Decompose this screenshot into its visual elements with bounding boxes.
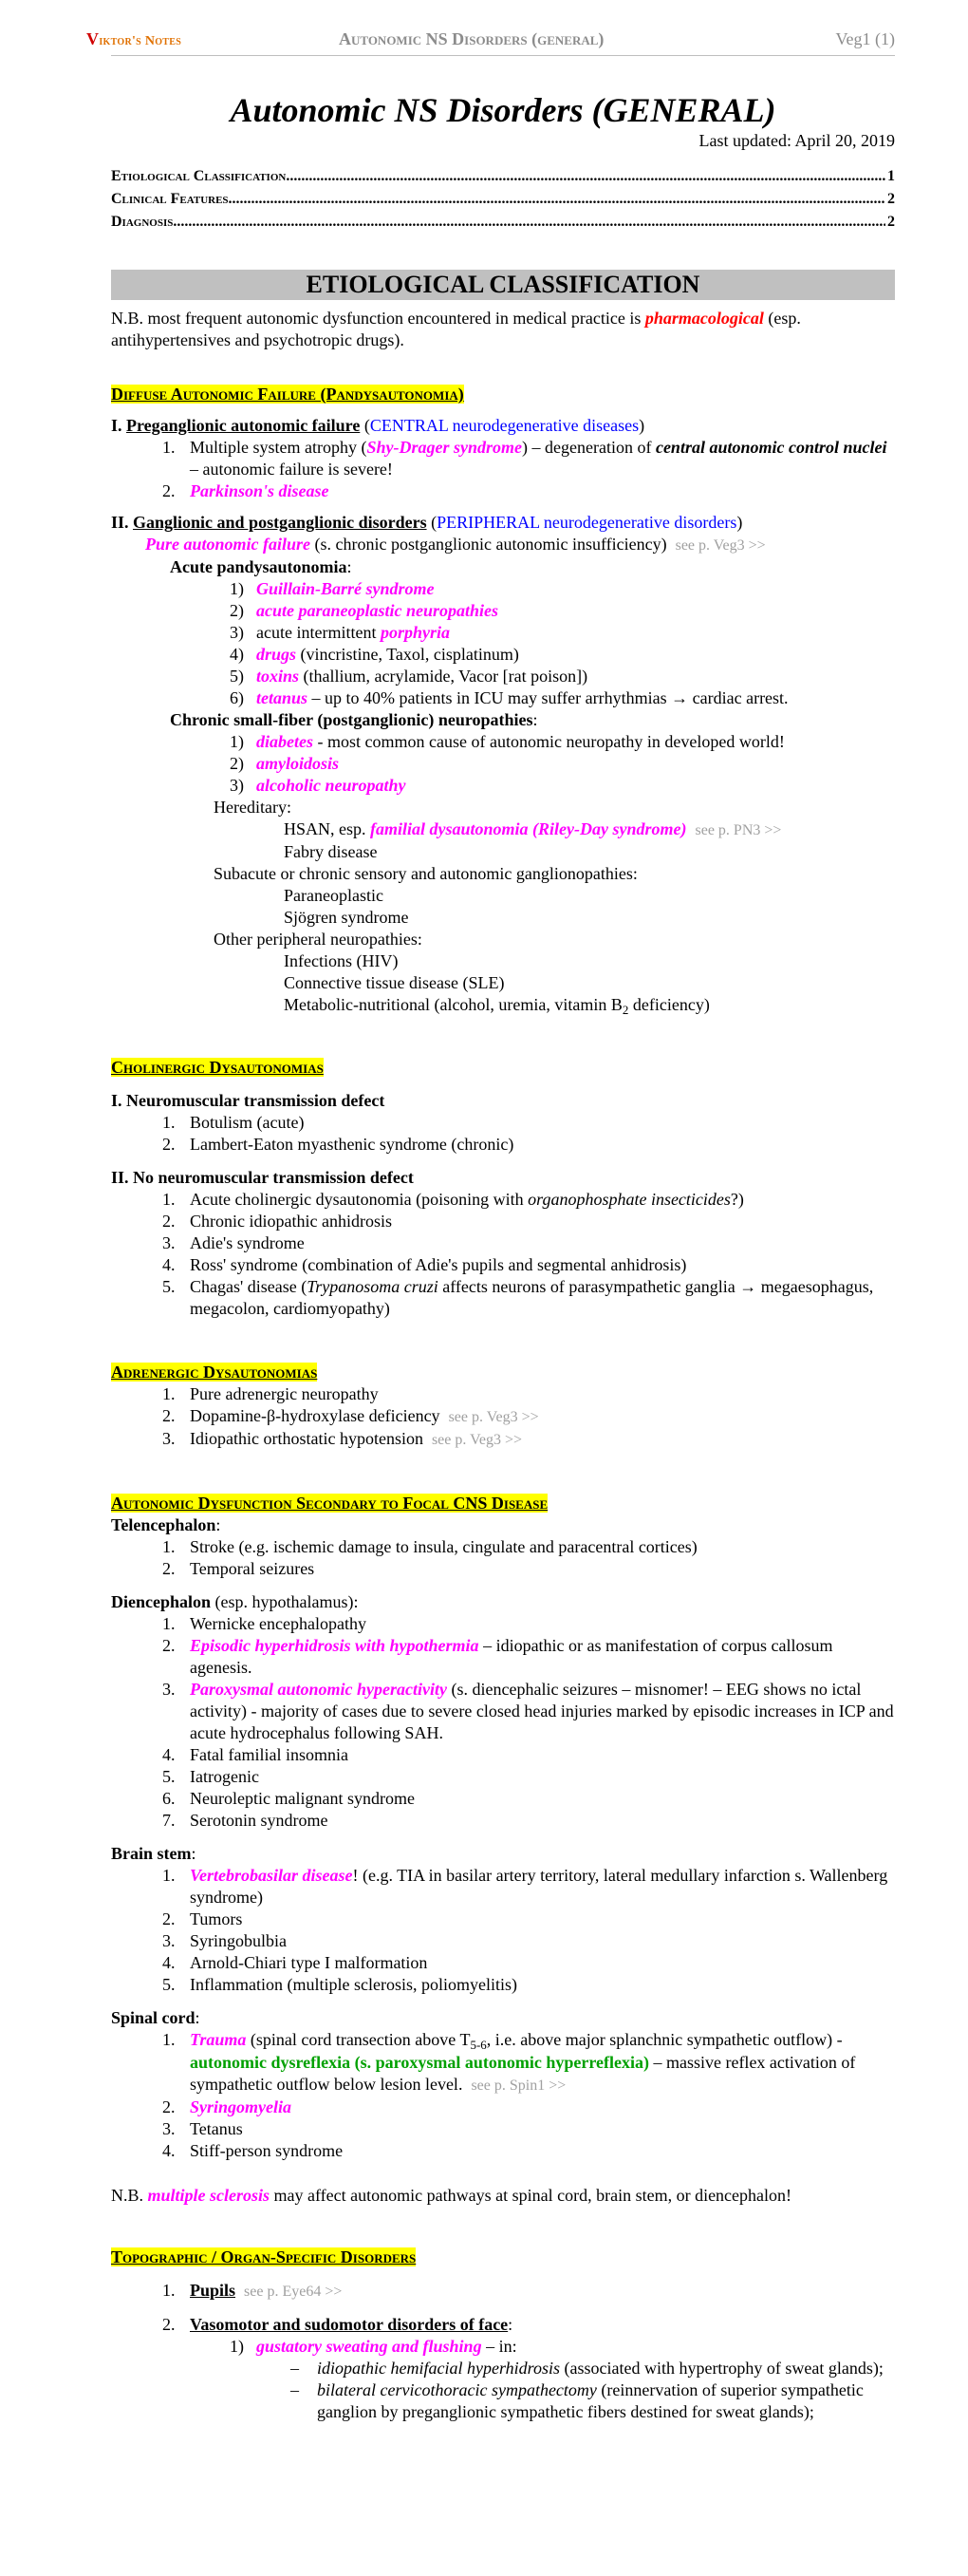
ctd-item: Connective tissue disease (SLE) [284, 973, 505, 992]
paraneoplastic-item: Paraneoplastic [284, 886, 383, 905]
infections-item: Infections (HIV) [284, 951, 399, 970]
list-item: 1. Acute cholinergic dysautonomia (poisoning with organophosphate insecticides?) [162, 1190, 744, 1209]
no-nm-defect-heading: II. No neuromuscular transmission defect [111, 1168, 414, 1187]
list-item: 4. Stiff-person syndrome [162, 2141, 344, 2160]
list-item: 4) drugs (vincristine, Taxol, cisplatinum) [230, 645, 519, 664]
spinal-cord-heading: Spinal cord: [111, 2008, 200, 2027]
sjogren-item: Sjögren syndrome [284, 908, 409, 927]
list-item: 6) tetanus – up to 40% patients in ICU may suffer arrhythmias → cardiac arrest. [230, 688, 789, 707]
acute-heading: Acute pandysautonomia: [170, 557, 352, 576]
chronic-heading: Chronic small-fiber (postganglionic) neuropathies: [170, 710, 538, 729]
subheading-focal-cns: Autonomic Dysfunction Secondary to Focal CNS Disease [111, 1494, 549, 1513]
nb-multiple-sclerosis: N.B. multiple sclerosis may affect autonomic pathways at spinal cord, brain stem, or diencephalon! [111, 2186, 792, 2205]
document-title: Autonomic NS Disorders (GENERAL) [230, 91, 776, 129]
list-item: 1. Multiple system atrophy (Shy-Drager syndrome) – degeneration of central autonomic control nuclei – autonomic failure is severe! [162, 438, 887, 479]
subacute-label: Subacute or chronic sensory and autonomic ganglionopathies: [214, 864, 638, 883]
header-page-number: Veg1 (1) [835, 29, 895, 48]
subheading-topographic: Topographic / Organ-Specific Disorders [111, 2247, 417, 2266]
see-link[interactable]: see p. Veg3 >> [431, 1432, 523, 1448]
postganglionic-heading: II. Ganglionic and postganglionic disorders (PERIPHERAL neurodegenerative disorders) [111, 513, 743, 532]
list-item: 4. Arnold-Chiari type I malformation [162, 1953, 428, 1972]
list-item: 3. Tetanus [162, 2119, 243, 2138]
list-item: 1. Stroke (e.g. ischemic damage to insula, cingulate and paracentral cortices) [162, 1537, 698, 1556]
pure-autonomic-failure: Pure autonomic failure (s. chronic postganglionic autonomic insufficiency) see p. Veg3 >> [145, 535, 766, 554]
toc-entry[interactable]: Etiological Classification ..... 1 [111, 165, 895, 188]
list-item: 1. Vertebrobasilar disease! (e.g. TIA in basilar artery territory, lateral medullary infarction s. Wallenberg syndrome) [162, 1866, 888, 1907]
dash-item: – bilateral cervicothoracic sympathectomy (reinnervation of superior sympathetic ganglion by preganglionic sympathetic fibers destined for sweat glands); [290, 2380, 864, 2421]
subheading-adrenergic: Adrenergic Dysautonomias [111, 1363, 318, 1382]
viktors-notes-logo: Viktor's Notes [86, 29, 182, 48]
list-item: 2. Parkinson's disease [162, 481, 329, 500]
list-item: 6. Neuroleptic malignant syndrome [162, 1789, 415, 1808]
list-item: 3. Paroxysmal autonomic hyperactivity (s. diencephalic seizures – misnomer! – EEG shows no ictal activity) - majority of cases due to severe closed head injuries marked by episodic increases in ICP and acute hydrocephalus following SAH. [162, 1680, 894, 1742]
list-item: 3) alcoholic neuropathy [230, 776, 406, 795]
list-item: 1. Pure adrenergic neuropathy [162, 1384, 379, 1403]
brain-stem-heading: Brain stem: [111, 1844, 196, 1863]
list-item: 3. Adie's syndrome [162, 1233, 305, 1252]
header-title: Autonomic NS Disorders (general) [339, 29, 605, 48]
list-item: 2. Syringomyelia [162, 2097, 291, 2116]
list-item: 4. Ross' syndrome (combination of Adie's pupils and segmental anhidrosis) [162, 1255, 687, 1274]
list-item: 2) acute paraneoplastic neuropathies [230, 601, 499, 620]
list-item: 2) amyloidosis [230, 754, 340, 773]
diencephalon-heading: Diencephalon (esp. hypothalamus): [111, 1592, 359, 1611]
see-link[interactable]: see p. Spin1 >> [471, 2078, 567, 2094]
list-item: 3. Syringobulbia [162, 1931, 287, 1950]
list-item: 1) Guillain-Barré syndrome [230, 579, 435, 598]
other-neuropathies-label: Other peripheral neuropathies: [214, 930, 422, 949]
list-item: 2. Temporal seizures [162, 1559, 315, 1578]
fabry-item: Fabry disease [284, 842, 378, 861]
list-item: 5) toxins (thallium, acrylamide, Vacor [rat poison]) [230, 667, 588, 686]
hereditary-label: Hereditary: [214, 798, 291, 817]
dash-item: – idiopathic hemifacial hyperhidrosis (associated with hypertrophy of sweat glands); [290, 2359, 884, 2378]
telencephalon-heading: Telencephalon: [111, 1515, 221, 1534]
list-item: 7. Serotonin syndrome [162, 1811, 328, 1830]
list-item: 1. Wernicke encephalopathy [162, 1614, 366, 1633]
list-item: 5. Chagas' disease (Trypanosoma cruzi affects neurons of parasympathetic ganglia → megaesophagus, megacolon, cardiomyopathy) [162, 1277, 874, 1318]
list-item: 5. Iatrogenic [162, 1767, 259, 1786]
preganglionic-heading: I. Preganglionic autonomic failure (CENTRAL neurodegenerative diseases) [111, 416, 645, 435]
list-item: 2. Episodic hyperhidrosis with hypothermia – idiopathic or as manifestation of corpus callosum agenesis. [162, 1636, 833, 1677]
toc-entry[interactable]: Clinical Features ..... 2 [111, 188, 895, 211]
list-item: 5. Inflammation (multiple sclerosis, poliomyelitis) [162, 1975, 517, 1994]
see-link[interactable]: see p. PN3 >> [695, 822, 782, 838]
see-link[interactable]: see p. Veg3 >> [675, 537, 766, 554]
see-link[interactable]: see p. Veg3 >> [448, 1409, 539, 1425]
document-page [86, 0, 895, 2423]
subheading-diffuse: Diffuse Autonomic Failure (Pandysautonomia) [111, 385, 464, 404]
list-item: 1. Trauma (spinal cord transection above $T_{5-6}$, i.e. above major splanchnic sympathetic outflow) - autonomic dysreflexia (s. paroxysmal autonomic hyperreflexia) – massive reflex activation of sympathetic outflow below lesion level. see p. Spin1 >> [162, 2030, 856, 2094]
list-item: 2. Tumors [162, 1909, 243, 1928]
last-updated: Last updated: April 20, 2019 [698, 131, 895, 150]
list-item: 2. Vasomotor and sudomotor disorders of face: [162, 2315, 513, 2334]
nb-pharmacological: N.B. most frequent autonomic dysfunction encountered in medical practice is pharmacological (esp. antihypertensives and psychotropic drugs). [111, 309, 801, 349]
hsan-item: HSAN, esp. familial dysautonomia (Riley-Day syndrome) see p. PN3 >> [284, 819, 782, 838]
nm-defect-heading: I. Neuromuscular transmission defect [111, 1091, 385, 1110]
see-link[interactable]: see p. Eye64 >> [244, 2284, 343, 2300]
list-item: 1. Botulism (acute) [162, 1113, 305, 1132]
list-item: 4. Fatal familial insomnia [162, 1745, 348, 1764]
list-item: 1) gustatory sweating and flushing – in: [230, 2337, 517, 2356]
running-header [86, 0, 895, 56]
table-of-contents [111, 165, 895, 234]
list-item: 3. Idiopathic orthostatic hypotension see p. Veg3 >> [162, 1429, 523, 1448]
metabolic-item: Metabolic-nutritional (alcohol, uremia, vitamin $B_2$ deficiency) [284, 995, 710, 1017]
list-item: 2. Dopamine-β-hydroxylase deficiency see p. Veg3 >> [162, 1406, 539, 1425]
list-item: 2. Lambert-Eaton myasthenic syndrome (chronic) [162, 1135, 514, 1154]
subheading-cholinergic: Cholinergic Dysautonomias [111, 1058, 324, 1077]
list-item: 2. Chronic idiopathic anhidrosis [162, 1212, 392, 1231]
list-item: 1) diabetes - most common cause of autonomic neuropathy in developed world! [230, 732, 785, 751]
toc-entry[interactable]: Diagnosis ..... 2 [111, 211, 895, 234]
list-item: 1. Pupils see p. Eye64 >> [162, 2281, 343, 2300]
section-title-bar: ETIOLOGICAL CLASSIFICATION [111, 270, 895, 300]
list-item: 3) acute intermittent porphyria [230, 623, 450, 642]
